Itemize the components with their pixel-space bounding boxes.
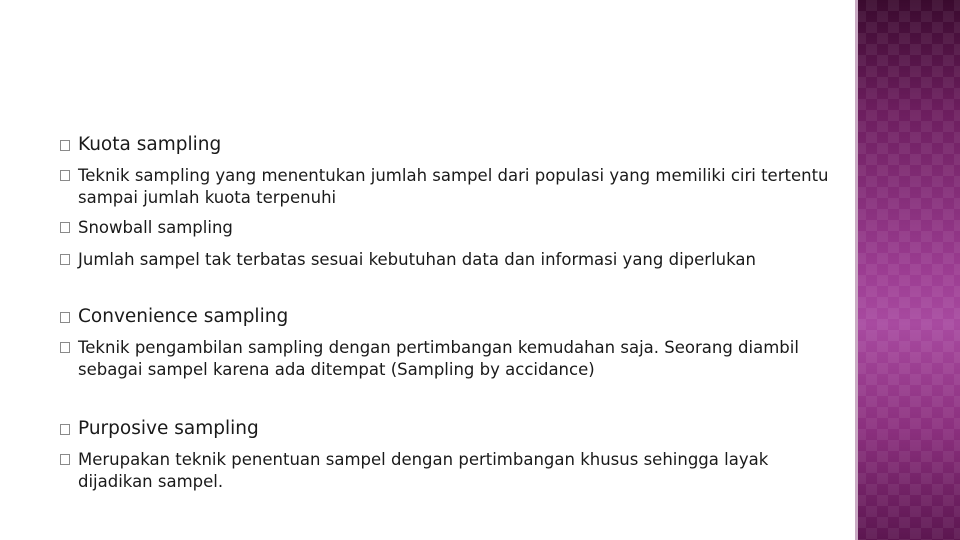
section-heading-convenience-sampling: Convenience sampling bbox=[78, 306, 289, 327]
side-panel-edge bbox=[855, 0, 858, 540]
list-item bbox=[60, 449, 840, 493]
decorative-side-panel bbox=[855, 0, 960, 540]
snowball-sampling-label: Snowball sampling bbox=[78, 218, 233, 237]
list-item bbox=[60, 165, 840, 209]
bullet-square-icon bbox=[60, 254, 70, 265]
section-heading-kuota-sampling: Kuota sampling bbox=[78, 134, 222, 155]
bullet-square-icon bbox=[60, 140, 70, 151]
purposive-sampling-description: Merupakan teknik penentuan sampel dengan pertimbangan khusus sehingga layak dijadikan sampel. bbox=[78, 450, 769, 491]
bullet-square-icon bbox=[60, 222, 70, 233]
bullet-square-icon bbox=[60, 170, 70, 181]
snowball-sampling-description: Jumlah sampel tak terbatas sesuai kebutuhan data dan informasi yang diperlukan bbox=[78, 250, 756, 269]
list-item bbox=[60, 217, 840, 239]
bullet-square-icon bbox=[60, 312, 70, 323]
bullet-square-icon bbox=[60, 454, 70, 465]
list-item bbox=[60, 305, 840, 329]
convenience-sampling-description: Teknik pengambilan sampling dengan pertimbangan kemudahan saja. Seorang diambil sebagai sampel karena ada ditempat (Sampling by accidance) bbox=[78, 338, 799, 379]
list-item bbox=[60, 337, 840, 381]
section-heading-purposive-sampling: Purposive sampling bbox=[78, 418, 259, 439]
list-item bbox=[60, 249, 840, 271]
bullet-square-icon bbox=[60, 342, 70, 353]
kuota-sampling-description: Teknik sampling yang menentukan jumlah sampel dari populasi yang memiliki ciri tertentu sampai jumlah kuota terpenuhi bbox=[78, 166, 829, 207]
bullet-square-icon bbox=[60, 424, 70, 435]
list-item bbox=[60, 417, 840, 441]
list-item bbox=[60, 133, 840, 157]
